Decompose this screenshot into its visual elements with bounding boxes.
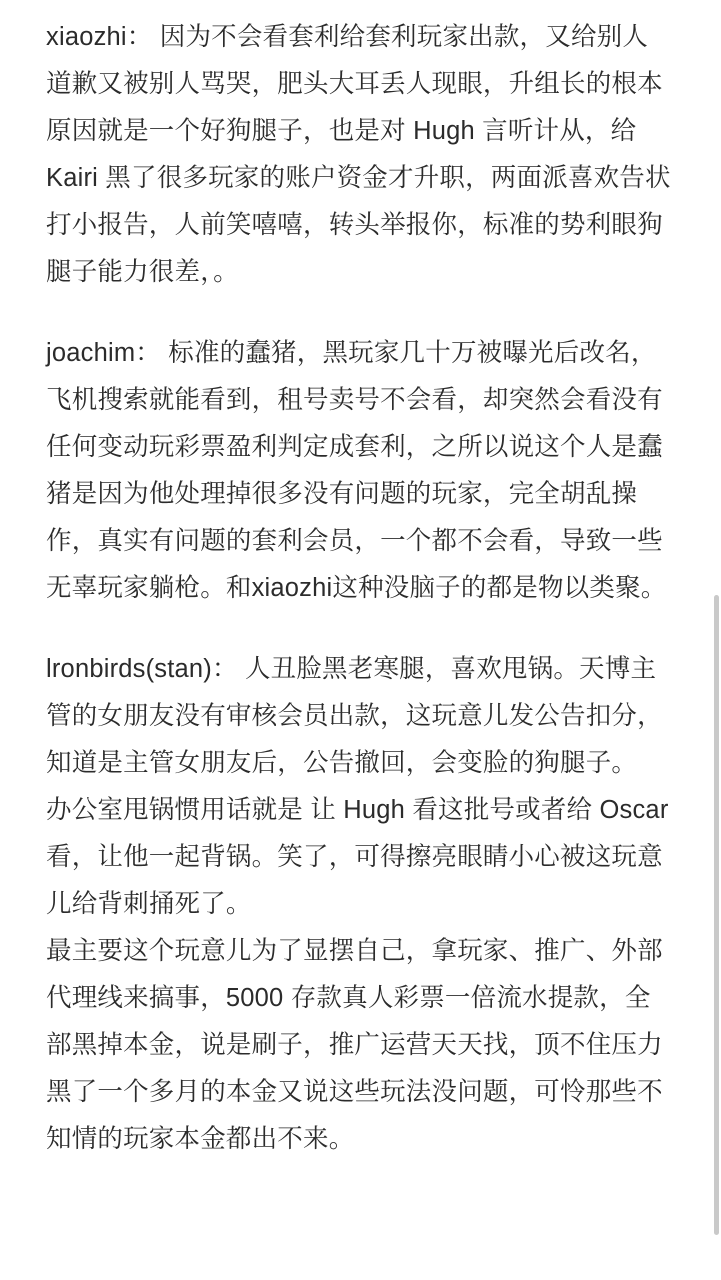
post-xiaozhi xyxy=(46,14,673,296)
scrollbar[interactable] xyxy=(714,0,721,1280)
post-paragraph: 办公室甩锅惯用话就是 让 Hugh 看这批号或者给 Oscar 看，让他一起背锅。笑了，可得擦亮眼睛小心被这玩意儿给背刺捅死了。 xyxy=(46,796,669,918)
post-paragraph: lronbirds(stan)： 人丑脸黑老寒腿，喜欢甩锅。天博主管的女朋友没有审核会员出款，这玩意儿发公告扣分，知道是主管女朋友后，公告撤回，会变脸的狗腿子。 xyxy=(46,655,663,777)
post-paragraph: joachim： 标准的蠢猪，黑玩家几十万被曝光后改名，飞机搜索就能看到，租号卖号不会看，却突然会看没有任何变动玩彩票盈利判定成套利，之所以说这个人是蠢猪是因为他处理掉很多没有问题的玩家，完全胡乱操作，真实有问题的套利会员，一个都不会看，导致一些无辜玩家躺枪。和xiaozhi这种没脑子的都是物以类聚。 xyxy=(46,339,667,602)
post-joachim xyxy=(46,330,673,612)
scrollbar-thumb[interactable] xyxy=(714,595,719,1235)
post-paragraph: 最主要这个玩意儿为了显摆自己，拿玩家、推广、外部代理线来搞事，5000 存款真人彩票一倍流水提款，全部黑掉本金，说是刷子，推广运营天天找，顶不住压力黑了一个多月的本金又说这些玩法没问题，可怜那些不知情的玩家本金都出不来。 xyxy=(46,937,663,1153)
post-lronbirds xyxy=(46,646,673,1163)
post-paragraph: xiaozhi： 因为不会看套利给套利玩家出款，又给别人道歉又被别人骂哭，肥头大耳丢人现眼，升组长的根本原因就是一个好狗腿子，也是对 Hugh 言听计从，给 Kairi 黑了很多玩家的账户资金才升职，两面派喜欢告状打小报告，人前笑嘻嘻，转头举报你，标准的势利眼狗腿子能力很差，。 xyxy=(46,23,671,286)
